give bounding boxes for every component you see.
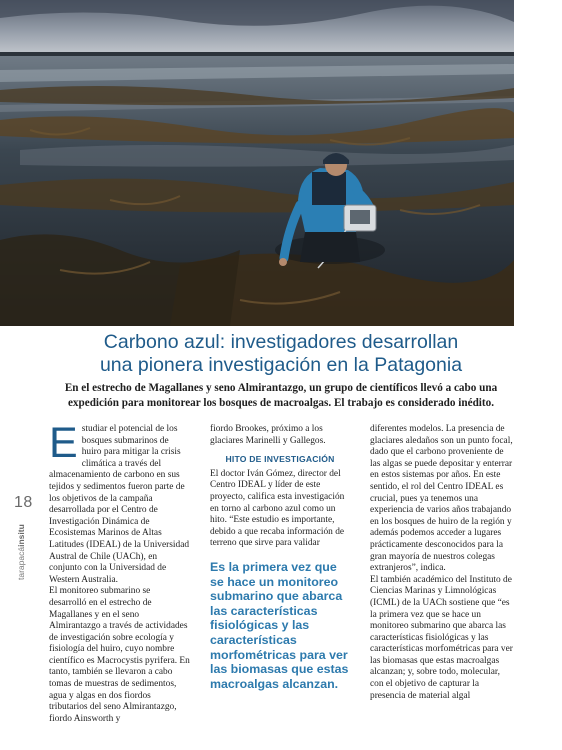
- section-subhead: HITO DE INVESTIGACIÓN: [225, 454, 335, 465]
- article-column-1: [49, 419, 190, 725]
- article-column-2: [210, 424, 350, 691]
- body-paragraph: studiar el potencial de los bosques submarinos de huiro para mitigar la crisis climática a través del almacenamiento de carbono en sus tejidos y sedimentos fueron parte de los objetivos de la campaña desarrollada por el Centro de Investigación Dinámica de Ecosistemas Marinos de Altas Latitudes (IDEAL) de la Universidad Austral de Chile (UACh), en conjunto con la Universidad de Western Australia.: [49, 424, 190, 585]
- article-photo: [0, 0, 514, 326]
- body-paragraph: diferentes modelos. La presencia de glaciares aledaños son un punto focal, dado que el carbono proveniente de las algas se puede depositar y enterrar en estos sistemas por años. En este sentido, el rol del Centro IDEAL es crucial, pues ya tenemos una experiencia de varios años trabajando en los bosques de huiro de la región y además podemos acceder a lugares prácticamente desconocidos para la gran mayoría de nuestros colegas extranjeros”, indica.: [370, 424, 513, 574]
- body-paragraph: El también académico del Instituto de Ciencias Marinas y Limnológicas (ICML) de la UACh sostiene que “es la primera vez que se hace un monitoreo submarino que abarca las características fisiológicas y las características morfométricas para ver las biomasas que estas macroalgas alcanzan; y, sobre todo, molecular, con el objetivo de capturar la presencia de material algal: [370, 574, 513, 701]
- headline-line-1: Carbono azul: investigadores desarrollan: [103, 331, 459, 353]
- pull-quote: Es la primera vez que se hace un monitoreo submarino que abarca las características fisiológicas y las características morfométricas para ver las biomasas que estas macroalgas alcanzan.: [210, 559, 349, 691]
- page-number: 18: [14, 494, 33, 511]
- drop-cap: E: [49, 419, 78, 467]
- body-paragraph: El monitoreo submarino se desarrolló en el estrecho de Magallanes y en el seno Almirantazgo a través de actividades de investigación sobre ecología y fisiología del huiro, cuyo nombre científico es Macrocystis pyrifera. En tanto, también se llevaron a cabo tomas de muestras de sedimentos, agua y algas en dos fiordos tributarios del seno Almirantazgo, fiordo Ainsworth y: [49, 586, 190, 724]
- lead-line-1: En el estrecho de Magallanes y seno Almirantazgo, un grupo de científicos llevó a cabo una: [64, 382, 498, 394]
- brand-light: tarapacá: [16, 546, 26, 580]
- article-column-3: [370, 424, 513, 702]
- headline-line-2: una pionera investigación en la Patagonia: [99, 354, 463, 376]
- magazine-brand-vertical: [16, 524, 26, 580]
- brand-bold: insitu: [16, 524, 26, 547]
- body-paragraph: El doctor Iván Gómez, director del Centro IDEAL y líder de este proyecto, califica esta investigación en torno al carbono azul como un hito. “Este estudio es importante, debido a que recaba información de terreno que sirve para validar: [210, 468, 345, 549]
- article-headline: [0, 331, 562, 377]
- body-paragraph: fiordo Brookes, próximo a los glaciares Marinelli y Gallegos.: [210, 424, 326, 446]
- lead-line-2: expedición para monitorear los bosques de macroalgas. El trabajo es considerado inédito.: [67, 396, 495, 409]
- article-lead: [40, 381, 522, 410]
